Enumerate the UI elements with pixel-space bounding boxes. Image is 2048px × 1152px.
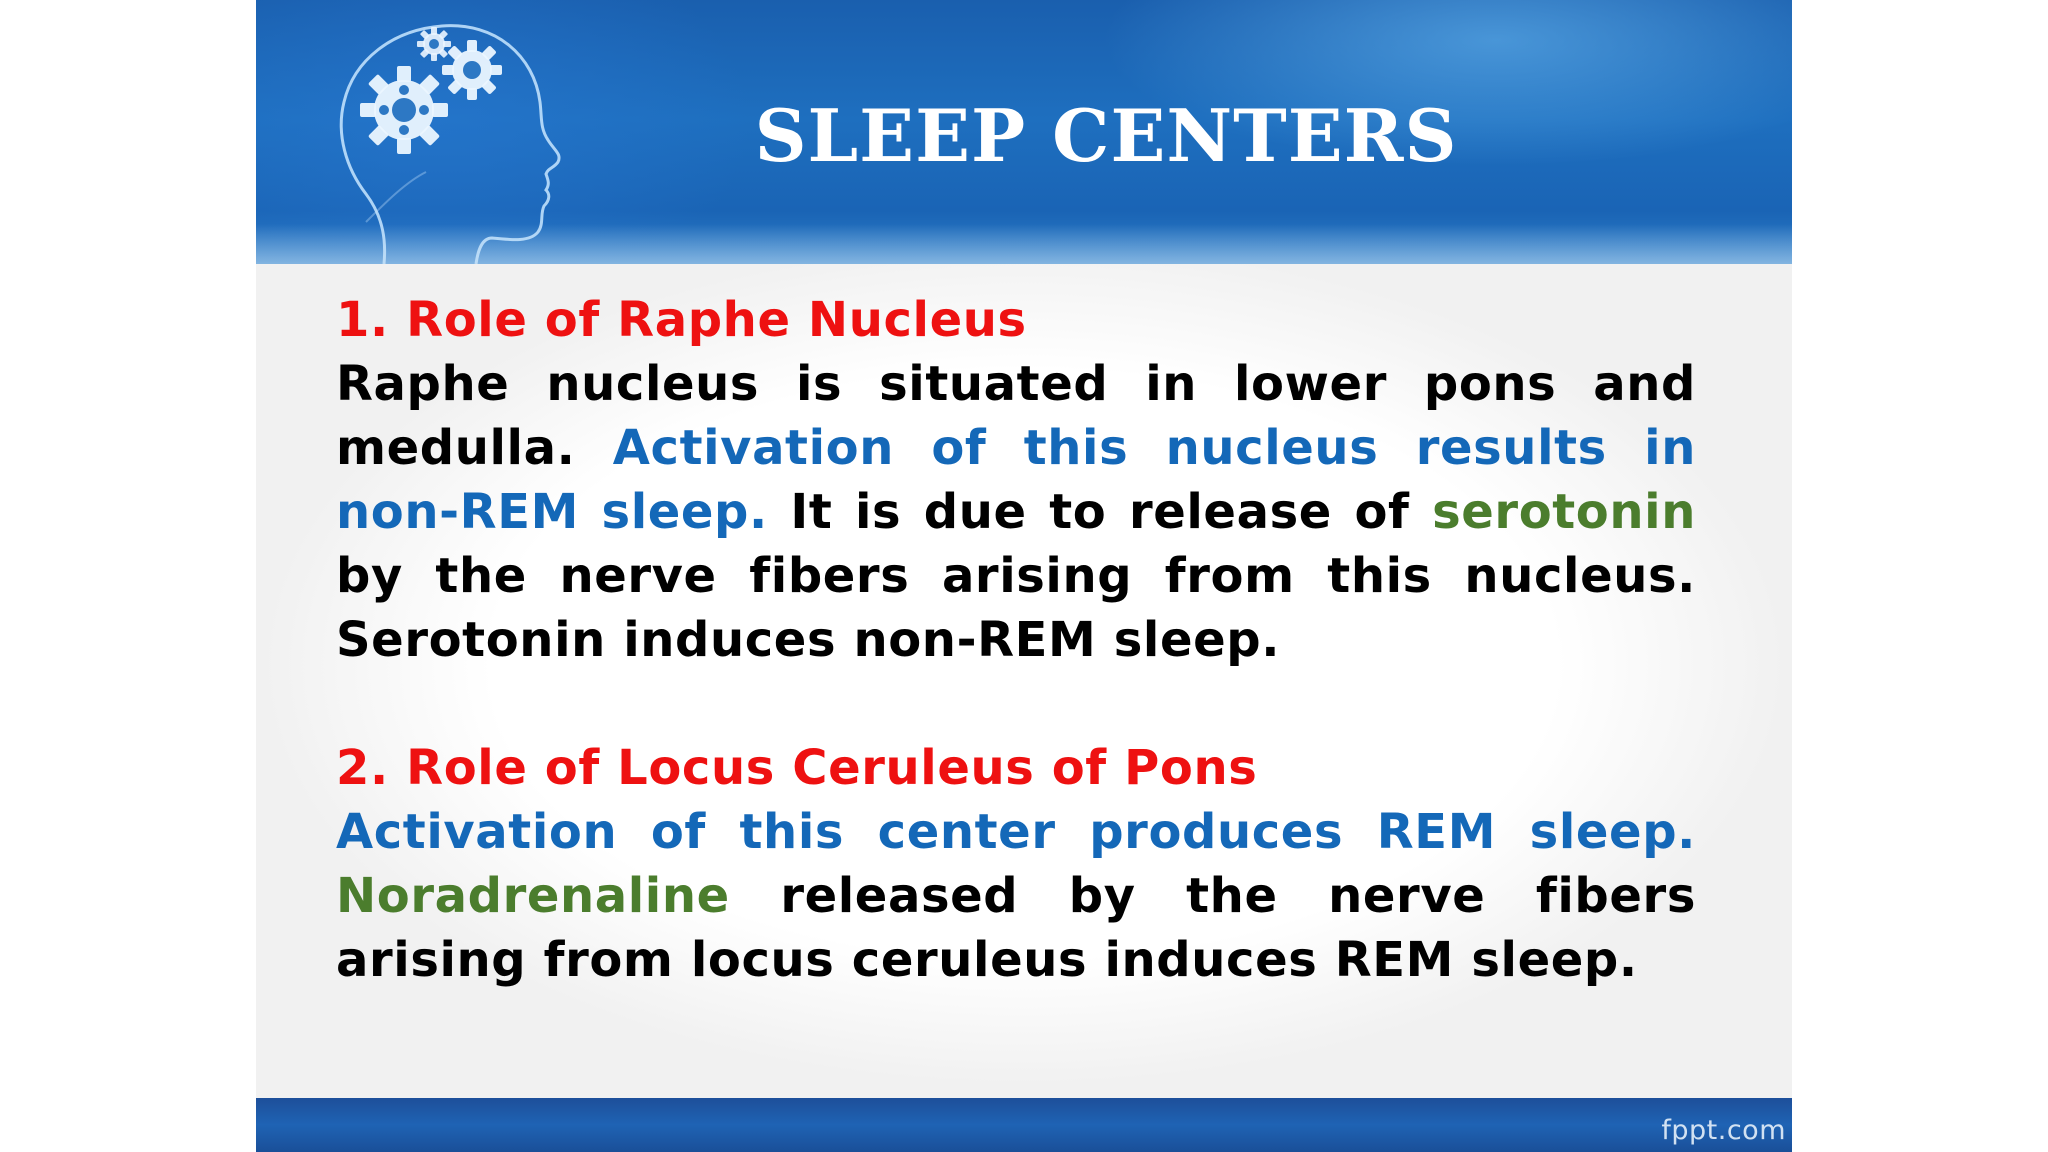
section1-paragraph — [336, 352, 1696, 672]
head-with-gears-icon — [326, 22, 566, 264]
section2-text-3: released by the nerve fibers arising from locus ceruleus induces REM sleep. — [336, 868, 1696, 988]
section1-text-2-highlight: Activation of this nucleus results in non-REM sleep. — [336, 420, 1697, 540]
brand-watermark: fppt.com — [1661, 1115, 1786, 1146]
section2-heading: 2. Role of Locus Ceruleus of Pons — [336, 740, 1258, 796]
section1-term-serotonin: serotonin — [1432, 484, 1696, 540]
header-band — [256, 0, 1792, 264]
section2-term-noradrenaline: Noradrenaline — [336, 868, 730, 924]
slide-body — [336, 288, 1696, 992]
slide — [256, 0, 1792, 1152]
section1-text-3: It is due to release of — [767, 484, 1433, 540]
section1-text-1: Raphe nucleus is situated in lower pons and medulla. — [336, 356, 1696, 476]
slide-title: SLEEP CENTERS — [754, 93, 1458, 178]
section2-text-1-highlight: Activation of this center produces REM sleep. — [336, 804, 1696, 860]
section1-heading: 1. Role of Raphe Nucleus — [336, 292, 1027, 348]
section1-text-5: by the nerve fibers arising from this nucleus. Serotonin induces non-REM sleep. — [336, 548, 1696, 668]
section2-paragraph — [336, 800, 1696, 992]
footer-band — [256, 1098, 1792, 1152]
section-spacer — [336, 672, 1696, 736]
